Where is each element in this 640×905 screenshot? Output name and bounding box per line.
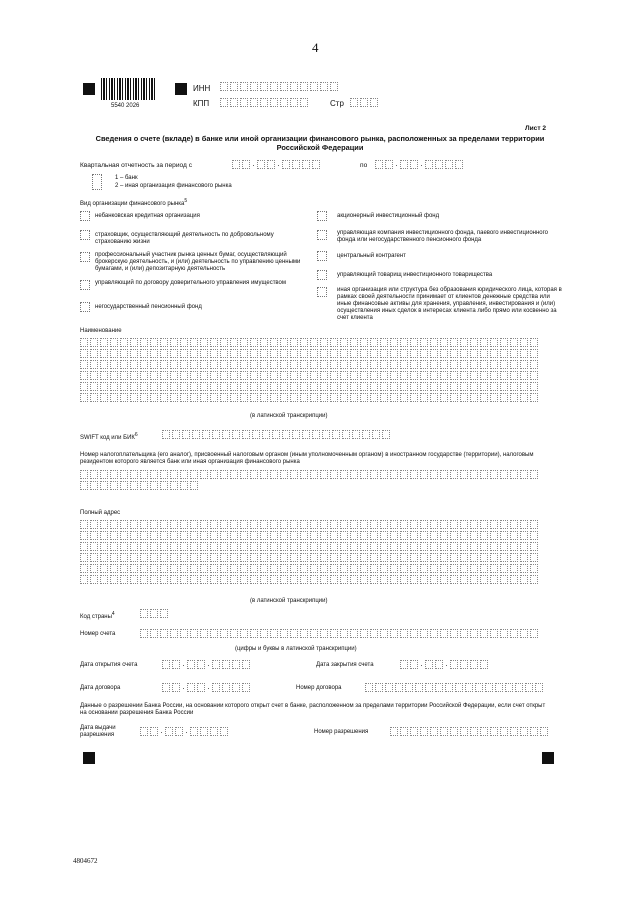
barcode [101,78,157,100]
permit-no-label: Номер разрешения [314,729,369,735]
form-title: Сведения о счете (вкладе) в банке или иной организации финансового рынка, расположенных за пределами территории Российской Федерации [95,134,545,152]
name-label: Наименование [80,328,122,334]
permit-date-field[interactable]: . . [140,727,230,736]
org-type-left-1: небанковская кредитная организация [95,213,200,219]
footer-code: 4804672 [73,857,98,865]
checkbox[interactable] [317,251,327,261]
country-label: Код страны$^4$ [80,611,115,620]
page-field[interactable] [350,98,380,107]
account-field[interactable] [140,629,540,638]
open-date-label: Дата открытия счета [80,662,138,668]
tin-label: Номер налогоплательщика (его аналог), присвоенный налоговым органом (иным уполномоченным органом) в иностранном государстве (территории), налоговым резидентом которого является банк или иная организация финансового рынка [80,452,534,465]
contract-date-label: Дата договора [80,685,121,691]
country-field[interactable] [140,609,170,618]
page-number: 4 [312,40,319,55]
checkbox[interactable] [80,252,90,262]
permit-no-field[interactable] [390,727,550,736]
org-type-right-2: управляющая компания инвестиционного фонда, паевого инвестиционного фонда или негосударственного пенсионного фонда [337,230,549,243]
corner-marker [83,83,95,95]
checkbox[interactable] [317,270,327,280]
org-type-left-3: профессиональный участник рынка ценных бумаг, осуществляющий брокерскую деятельность, и (или) деятельность по управлению ценными бумагами, и (или) депозитарную деятельность [95,252,301,272]
barcode-number: 5540 2026 [111,103,140,109]
account-label: Номер счета [80,631,116,637]
swift-label: SWIFT код или БИК$^6$ [80,432,138,441]
inn-field[interactable] [220,82,340,91]
org-type-right-3: центральный контрагент [337,253,406,259]
corner-marker [83,752,95,764]
contract-no-field[interactable] [365,683,545,692]
period-from-field[interactable]: . . [232,160,322,169]
address-label: Полный адрес [80,510,121,516]
period-label: Квартальная отчетность за период с [80,162,193,169]
contract-no-label: Номер договора [296,685,342,691]
open-date-field[interactable]: . . [162,660,252,669]
checkbox[interactable] [317,211,327,221]
period-to-field[interactable]: . . [375,160,465,169]
permit-text: Данные о разрешении Банка России, на основании которого открыт счет в банке, расположенном за пределами территории Российской Федерации, если счет открыт на основании разрешения Банка России [80,703,546,716]
checkbox[interactable] [80,230,90,240]
checkbox[interactable] [80,280,90,290]
kpp-field[interactable] [220,98,310,107]
org-kind-field[interactable] [92,174,102,190]
org-type-left-4: управляющий по договору доверительного управления имуществом [95,280,287,286]
tin-field[interactable] [80,470,540,492]
close-date-field[interactable]: . . [400,660,490,669]
period-to-label: по [360,162,368,169]
latin-note: (в латинской транскрипции) [250,413,328,419]
kpp-label: КПП [193,99,210,108]
option-other-org: 2 – иная организация финансового рынка [115,183,232,189]
account-note: (цифры и буквы в латинской транскрипции) [235,646,357,652]
inn-label: ИНН [193,84,211,93]
org-type-left-2: страховщик, осуществляющий деятельность по добровольному страхованию жизни [95,232,274,245]
org-type-left-5: негосударственный пенсионный фонд [95,304,202,310]
swift-field[interactable] [162,430,392,439]
checkbox[interactable] [80,302,90,312]
option-bank: 1 – банк [115,175,138,181]
sheet-label: Лист 2 [525,125,547,132]
page-label: Стр [330,99,344,108]
org-type-right-5: иная организация или структура без образования юридического лица, которая в рамках своей деятельности принимает от клиентов денежные средства или иные финансовые активы для хранения, управления, инвестирования и (или) осуществления иных сделок в интересах клиента либо прямо или косвенно за счет клиента [337,287,562,321]
permit-date-label: Дата выдачи разрешения [80,725,116,738]
org-type-right-1: акционерный инвестиционный фонд [337,213,440,219]
contract-date-field[interactable]: . . [162,683,252,692]
checkbox[interactable] [317,230,327,240]
org-type-label: Вид организации финансового рынка$^5$ [80,198,188,207]
checkbox[interactable] [80,211,90,221]
name-field[interactable] [80,338,540,404]
org-type-right-4: управляющий товарищ инвестиционного товарищества [337,272,493,278]
corner-marker [542,752,554,764]
address-field[interactable] [80,520,540,586]
close-date-label: Дата закрытия счета [316,662,374,668]
checkbox[interactable] [317,287,327,297]
latin-note-2: (в латинской транскрипции) [250,598,328,604]
corner-marker [175,83,187,95]
